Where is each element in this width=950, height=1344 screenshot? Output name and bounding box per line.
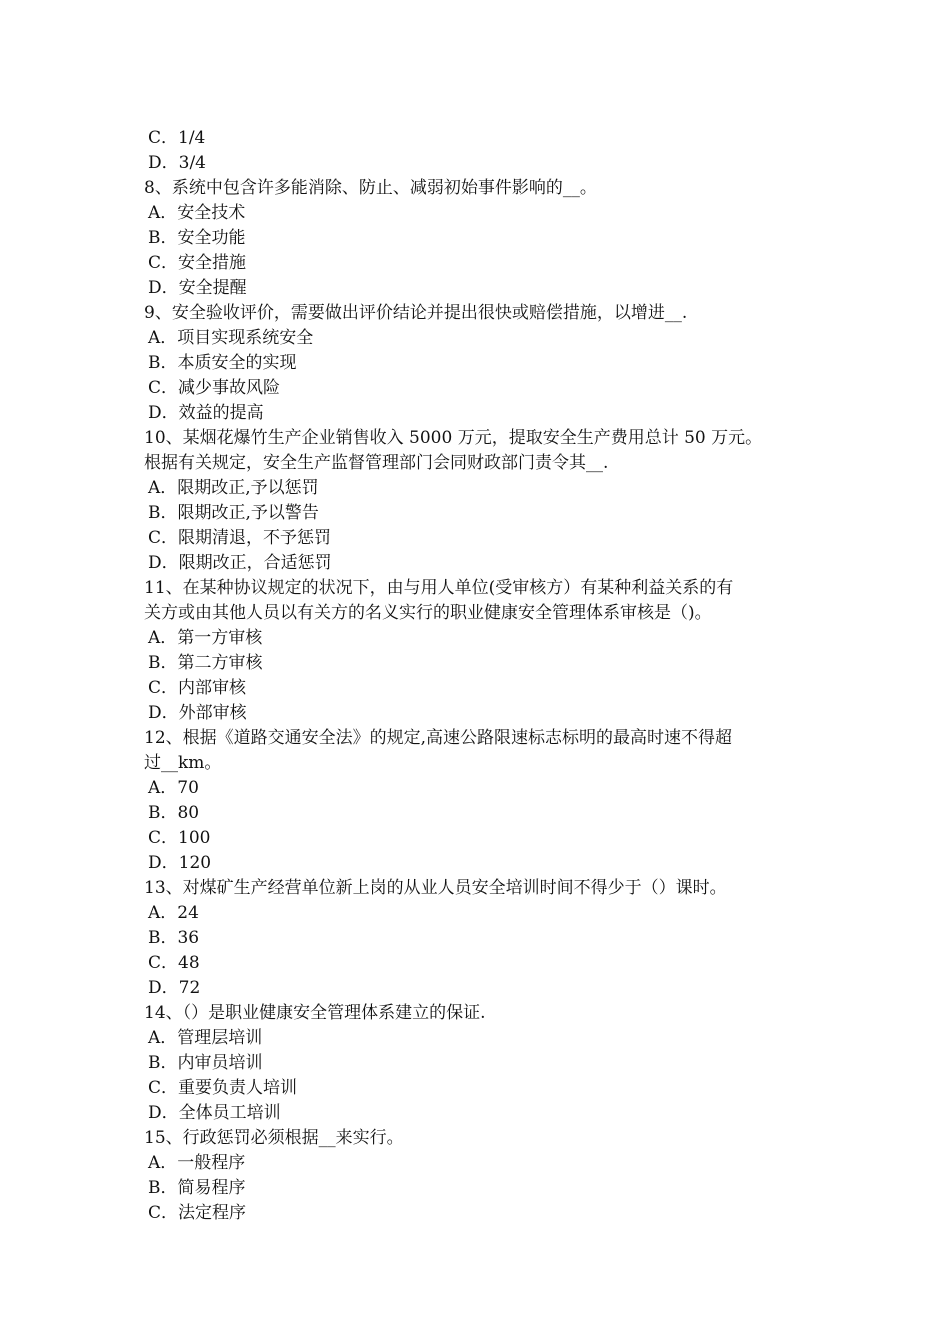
answer-option: B．80 [148, 803, 200, 823]
question-text: 15、行政惩罚必须根据__来实行。 [144, 1128, 404, 1148]
answer-option: C．安全措施 [148, 253, 247, 273]
answer-option: B．安全功能 [148, 228, 246, 248]
answer-option: A．一般程序 [148, 1153, 246, 1173]
answer-option: B．限期改正,予以警告 [148, 503, 319, 523]
answer-option: A．第一方审核 [148, 628, 263, 648]
answer-option: D．效益的提高 [148, 403, 264, 423]
question-text: 关方或由其他人员以有关方的名义实行的职业健康安全管理体系审核是（)。 [144, 603, 712, 623]
answer-option: C．重要负责人培训 [148, 1078, 298, 1098]
answer-option: C．内部审核 [148, 678, 247, 698]
answer-option: C．限期清退，不予惩罚 [148, 528, 332, 548]
answer-option: A．70 [148, 778, 199, 798]
question-text: 11、在某种协议规定的状况下，由与用人单位(受审核方）有某种利益关系的有 [144, 578, 734, 598]
answer-option: D．外部审核 [148, 703, 247, 723]
answer-option: B．36 [148, 928, 200, 948]
answer-option: B．内审员培训 [148, 1053, 263, 1073]
answer-option: A．项目实现系统安全 [148, 328, 314, 348]
question-text: 13、对煤矿生产经营单位新上岗的从业人员安全培训时间不得少于（）课时。 [144, 878, 727, 898]
question-text: 14、（）是职业健康安全管理体系建立的保证. [144, 1003, 486, 1023]
question-text: 9、安全验收评价，需要做出评价结论并提出很快或赔偿措施，以增进__. [144, 303, 688, 323]
answer-option: A．管理层培训 [148, 1028, 263, 1048]
answer-option: A．安全技术 [148, 203, 246, 223]
answer-option: C．100 [148, 828, 211, 848]
answer-option: B．第二方审核 [148, 653, 263, 673]
answer-option: B．本质安全的实现 [148, 353, 297, 373]
question-text: 10、某烟花爆竹生产企业销售收入 5000 万元，提取安全生产费用总计 50 万元。 [144, 428, 763, 448]
answer-option: D．120 [148, 853, 212, 873]
question-text: 根据有关规定，安全生产监督管理部门会同财政部门责令其__. [144, 453, 609, 473]
question-text: 12、根据《道路交通安全法》的规定,高速公路限速标志标明的最高时速不得超 [144, 728, 733, 748]
document-body [144, 126, 834, 1226]
answer-option: D．72 [148, 978, 201, 998]
question-text: 8、系统中包含许多能消除、防止、减弱初始事件影响的__。 [144, 178, 597, 198]
answer-option: B．简易程序 [148, 1178, 246, 1198]
answer-option: D．安全提醒 [148, 278, 247, 298]
answer-option: D．3/4 [148, 153, 206, 173]
answer-option: A．24 [148, 903, 199, 923]
answer-option: C．法定程序 [148, 1203, 247, 1223]
answer-option: C．48 [148, 953, 200, 973]
answer-option: A．限期改正,予以惩罚 [148, 478, 319, 498]
question-text: 过__km。 [144, 753, 222, 773]
answer-option: D．全体员工培训 [148, 1103, 281, 1123]
answer-option: C．1/4 [148, 128, 206, 148]
answer-option: C．减少事故风险 [148, 378, 281, 398]
answer-option: D．限期改正，合适惩罚 [148, 553, 332, 573]
